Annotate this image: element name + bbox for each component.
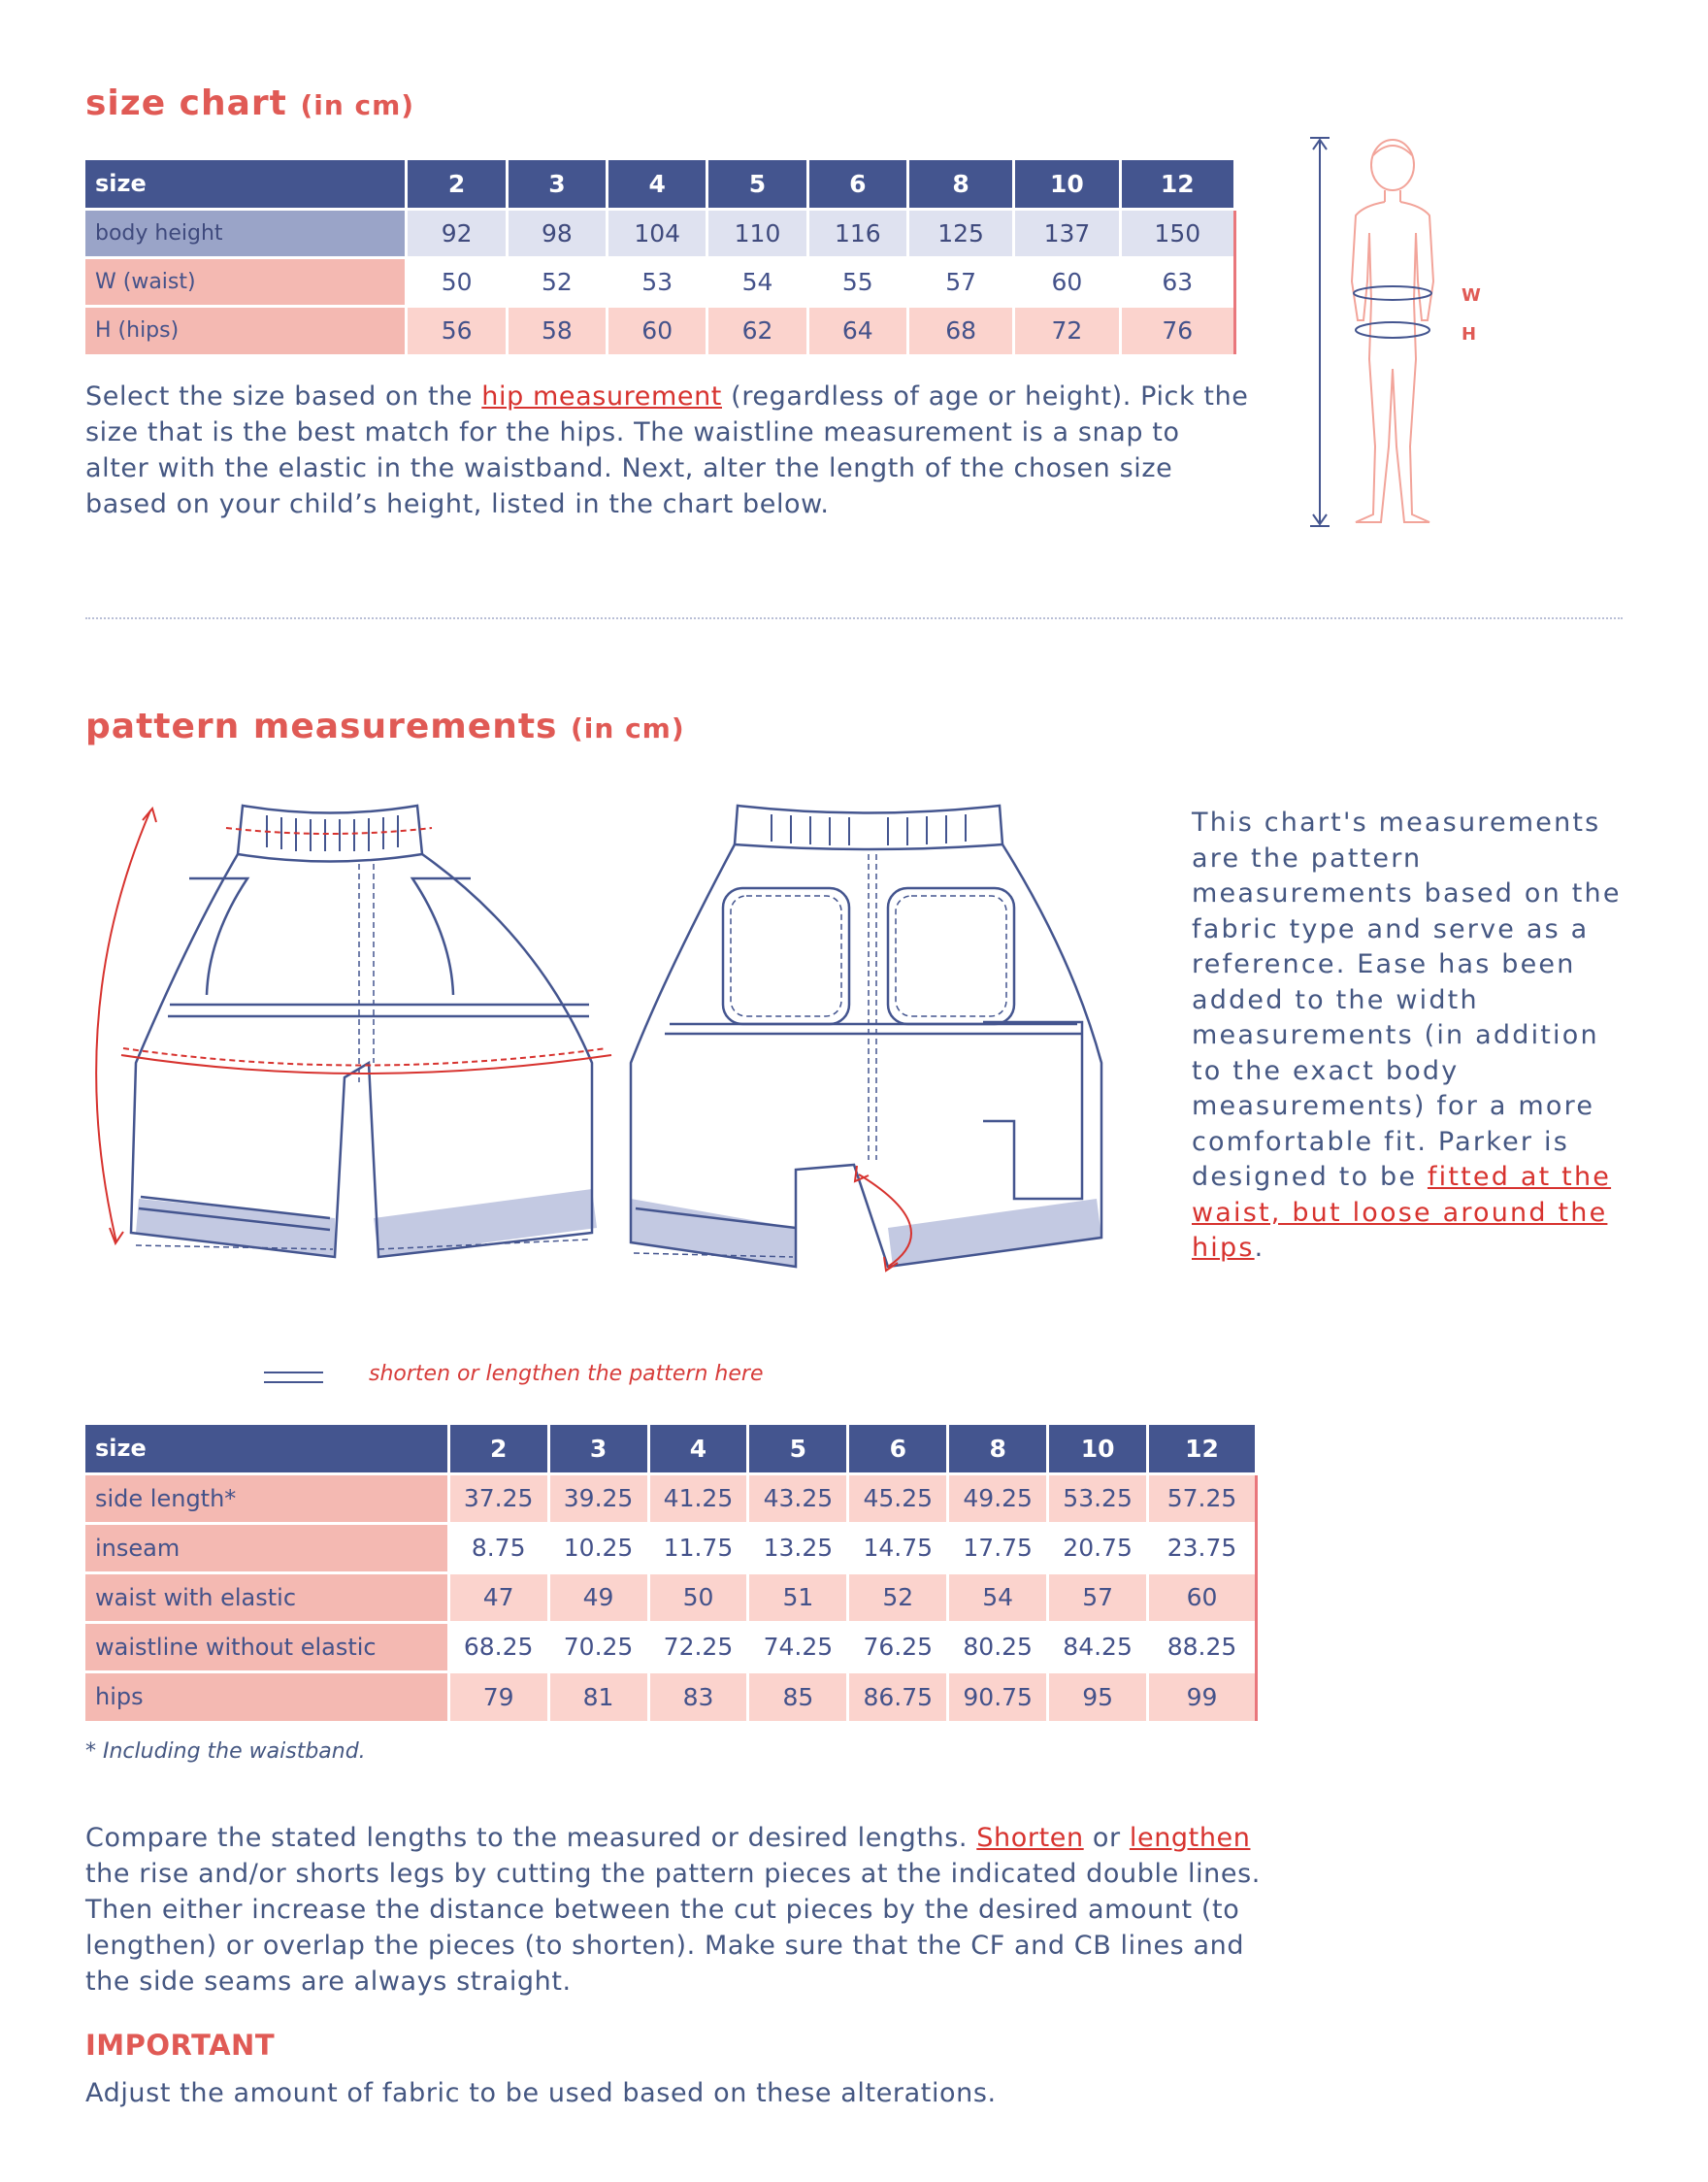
para-text: (regardless of age or height). Pick the size that is the best match for the hips. The waistline measurement is a snap to alter with the elastic in the waistband. Next, alter the length of the chosen size based on your child’s height, listed in the chart below. <box>85 381 1249 519</box>
pattern-side-paragraph <box>1192 806 1638 1267</box>
pattern-measurements-title <box>85 707 685 746</box>
table-cell: 60 <box>1148 1572 1257 1622</box>
size-col-header: 8 <box>948 1425 1048 1473</box>
table-cell: 58 <box>507 306 607 354</box>
row-label: H (hips) <box>85 306 407 354</box>
child-outline <box>1352 140 1433 522</box>
table-cell: 57 <box>907 257 1013 306</box>
table-cell: 116 <box>807 209 907 257</box>
table-cell: 62 <box>707 306 807 354</box>
table-cell: 14.75 <box>848 1523 948 1572</box>
table-cell: 13.25 <box>748 1523 848 1572</box>
size-col-header: 2 <box>448 1425 548 1473</box>
table-cell: 68.25 <box>448 1622 548 1671</box>
table-cell: 90.75 <box>948 1671 1048 1721</box>
size-chart-title <box>85 83 414 123</box>
size-chart-title-text: size chart <box>85 83 287 123</box>
table-cell: 63 <box>1120 257 1234 306</box>
pattern-measurements-table <box>85 1425 1258 1721</box>
row-label: hips <box>85 1671 448 1721</box>
table-cell: 52 <box>848 1572 948 1622</box>
table-cell: 98 <box>507 209 607 257</box>
table-cell: 92 <box>407 209 507 257</box>
size-col-header: 4 <box>608 160 707 209</box>
important-text: Adjust the amount of fabric to be used based on these alterations. <box>85 2078 997 2108</box>
row-label: body height <box>85 209 407 257</box>
size-col-header: 10 <box>1048 1425 1148 1473</box>
height-arrow <box>1310 138 1330 526</box>
table-cell: 125 <box>907 209 1013 257</box>
table-cell: 39.25 <box>548 1473 648 1523</box>
table-row <box>85 1473 1257 1523</box>
table-cell: 49.25 <box>948 1473 1048 1523</box>
table-cell: 57 <box>1048 1572 1148 1622</box>
para-text: the rise and/or shorts legs by cutting the pattern pieces at the indicated double lines. Then either increase the distance between the cut pieces by the desired amount (to lengthen) or overlap the pieces (to shorten). Make sure that the CF and CB lines and the side seams are always straight. <box>85 1859 1261 1997</box>
table-cell: 57.25 <box>1148 1473 1257 1523</box>
fitted-waist-link[interactable]: fitted at the waist, but loose around the hips <box>1192 1162 1612 1263</box>
table-cell: 49 <box>548 1572 648 1622</box>
shorten-link[interactable]: Shorten <box>976 1823 1084 1853</box>
table-cell: 11.75 <box>648 1523 748 1572</box>
row-label: waistline without elastic <box>85 1622 448 1671</box>
table-row <box>85 306 1235 354</box>
table-cell: 51 <box>748 1572 848 1622</box>
table-cell: 55 <box>807 257 907 306</box>
row-label: W (waist) <box>85 257 407 306</box>
table-cell: 50 <box>648 1572 748 1622</box>
table-row <box>85 1671 1257 1721</box>
table-cell: 47 <box>448 1572 548 1622</box>
table-footnote: * Including the waistband. <box>85 1739 366 1764</box>
table-cell: 64 <box>807 306 907 354</box>
size-col-header: 12 <box>1148 1425 1257 1473</box>
waist-label: W <box>1462 285 1481 306</box>
size-chart-paragraph <box>85 379 1250 522</box>
table-row <box>85 257 1235 306</box>
size-chart-header-row <box>85 160 1235 209</box>
table-cell: 37.25 <box>448 1473 548 1523</box>
table-cell: 60 <box>608 306 707 354</box>
size-col-header: 6 <box>848 1425 948 1473</box>
pattern-paragraph <box>85 1820 1274 2000</box>
table-row <box>85 209 1235 257</box>
table-cell: 104 <box>608 209 707 257</box>
table-cell: 110 <box>707 209 807 257</box>
table-cell: 76.25 <box>848 1622 948 1671</box>
table-cell: 72 <box>1014 306 1120 354</box>
table-cell: 137 <box>1014 209 1120 257</box>
size-col-header: 3 <box>548 1425 648 1473</box>
size-col-header: 5 <box>748 1425 848 1473</box>
lengthen-link[interactable]: lengthen <box>1129 1823 1251 1853</box>
row-label: side length* <box>85 1473 448 1523</box>
pattern-header-label: size <box>85 1425 448 1473</box>
dotted-divider <box>85 617 1623 619</box>
table-cell: 23.75 <box>1148 1523 1257 1572</box>
table-cell: 53.25 <box>1048 1473 1148 1523</box>
table-cell: 99 <box>1148 1671 1257 1721</box>
para-text: or <box>1083 1823 1130 1853</box>
size-col-header: 10 <box>1014 160 1120 209</box>
table-cell: 10.25 <box>548 1523 648 1572</box>
table-cell: 83 <box>648 1671 748 1721</box>
double-line-legend-icon <box>262 1367 325 1388</box>
table-cell: 88.25 <box>1148 1622 1257 1671</box>
table-cell: 79 <box>448 1671 548 1721</box>
para-text: Compare the stated lengths to the measured or desired lengths. <box>85 1823 977 1853</box>
table-cell: 81 <box>548 1671 648 1721</box>
table-row <box>85 1622 1257 1671</box>
table-cell: 150 <box>1120 209 1234 257</box>
table-row <box>85 1523 1257 1572</box>
table-cell: 53 <box>608 257 707 306</box>
table-cell: 95 <box>1048 1671 1148 1721</box>
important-heading: IMPORTANT <box>85 2029 276 2062</box>
table-cell: 60 <box>1014 257 1120 306</box>
table-cell: 74.25 <box>748 1622 848 1671</box>
size-col-header: 3 <box>507 160 607 209</box>
table-cell: 56 <box>407 306 507 354</box>
table-cell: 85 <box>748 1671 848 1721</box>
hip-measurement-link[interactable]: hip measurement <box>481 381 722 412</box>
size-col-header: 4 <box>648 1425 748 1473</box>
table-cell: 86.75 <box>848 1671 948 1721</box>
size-col-header: 8 <box>907 160 1013 209</box>
table-cell: 45.25 <box>848 1473 948 1523</box>
side-text: This chart's measurements are the pattern measurements based on the fabric type and serve as a reference. Ease has been added to the width measurements (in addition to the exact body measurements) for a more comfortable fit. Parker is designed to be <box>1192 808 1622 1192</box>
size-col-header: 2 <box>407 160 507 209</box>
pattern-header-row <box>85 1425 1257 1473</box>
table-row <box>85 1572 1257 1622</box>
para-text: Select the size based on the <box>85 381 482 412</box>
table-cell: 52 <box>507 257 607 306</box>
table-cell: 43.25 <box>748 1473 848 1523</box>
table-cell: 41.25 <box>648 1473 748 1523</box>
size-chart-table <box>85 160 1236 354</box>
hips-label: H <box>1462 324 1477 345</box>
table-cell: 20.75 <box>1048 1523 1148 1572</box>
pattern-title-text: pattern measurements <box>85 707 558 746</box>
shorts-back-illustration <box>626 801 1111 1286</box>
table-cell: 54 <box>948 1572 1048 1622</box>
shorten-lengthen-legend: shorten or lengthen the pattern here <box>369 1362 764 1386</box>
table-cell: 68 <box>907 306 1013 354</box>
table-cell: 54 <box>707 257 807 306</box>
table-cell: 84.25 <box>1048 1622 1148 1671</box>
table-cell: 50 <box>407 257 507 306</box>
row-label: waist with elastic <box>85 1572 448 1622</box>
shorts-front-illustration <box>82 801 626 1286</box>
table-cell: 17.75 <box>948 1523 1048 1572</box>
size-col-header: 12 <box>1120 160 1234 209</box>
side-text-end: . <box>1254 1233 1265 1263</box>
size-col-header: 5 <box>707 160 807 209</box>
size-chart-header-label: size <box>85 160 407 209</box>
size-chart-unit: (in cm) <box>300 89 415 121</box>
table-cell: 70.25 <box>548 1622 648 1671</box>
pattern-unit: (in cm) <box>571 712 685 744</box>
table-cell: 76 <box>1120 306 1234 354</box>
child-figure-illustration <box>1296 126 1490 534</box>
table-cell: 8.75 <box>448 1523 548 1572</box>
row-label: inseam <box>85 1523 448 1572</box>
table-cell: 80.25 <box>948 1622 1048 1671</box>
size-col-header: 6 <box>807 160 907 209</box>
table-cell: 72.25 <box>648 1622 748 1671</box>
